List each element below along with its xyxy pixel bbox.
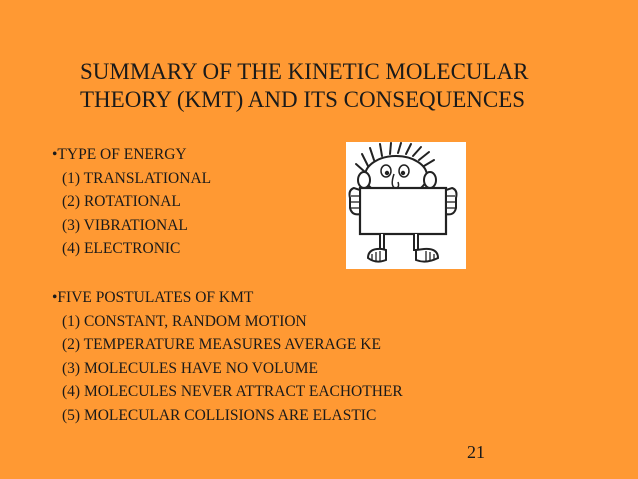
postulate-item: (2) TEMPERATURE MEASURES AVERAGE KE	[62, 336, 381, 353]
postulates-heading: •FIVE POSTULATES OF KMT	[52, 289, 254, 306]
title-line-2: THEORY (KMT) AND ITS CONSEQUENCES	[80, 87, 526, 112]
postulate-item: (5) MOLECULAR COLLISIONS ARE ELASTIC	[62, 406, 377, 424]
slide-title	[80, 58, 600, 114]
postulates-list	[52, 286, 512, 427]
postulate-item: (1) CONSTANT, RANDOM MOTION	[62, 312, 307, 330]
postulate-item: (3) MOLECULES HAVE NO VOLUME	[62, 359, 319, 377]
energy-item: (3) VIBRATIONAL	[62, 216, 188, 234]
energy-heading: •TYPE OF ENERGY	[52, 146, 187, 163]
page-number: 21	[467, 442, 485, 462]
cartoon-figure-holding-blank-sign-icon	[346, 142, 466, 269]
energy-item: (2) ROTATIONAL	[62, 193, 181, 210]
postulate-item: (4) MOLECULES NEVER ATTRACT EACHOTHER	[62, 383, 403, 400]
title-line-1: SUMMARY OF THE KINETIC MOLECULAR	[80, 59, 529, 84]
energy-item: (1) TRANSLATIONAL	[62, 169, 212, 187]
energy-item: (4) ELECTRONIC	[62, 240, 181, 257]
